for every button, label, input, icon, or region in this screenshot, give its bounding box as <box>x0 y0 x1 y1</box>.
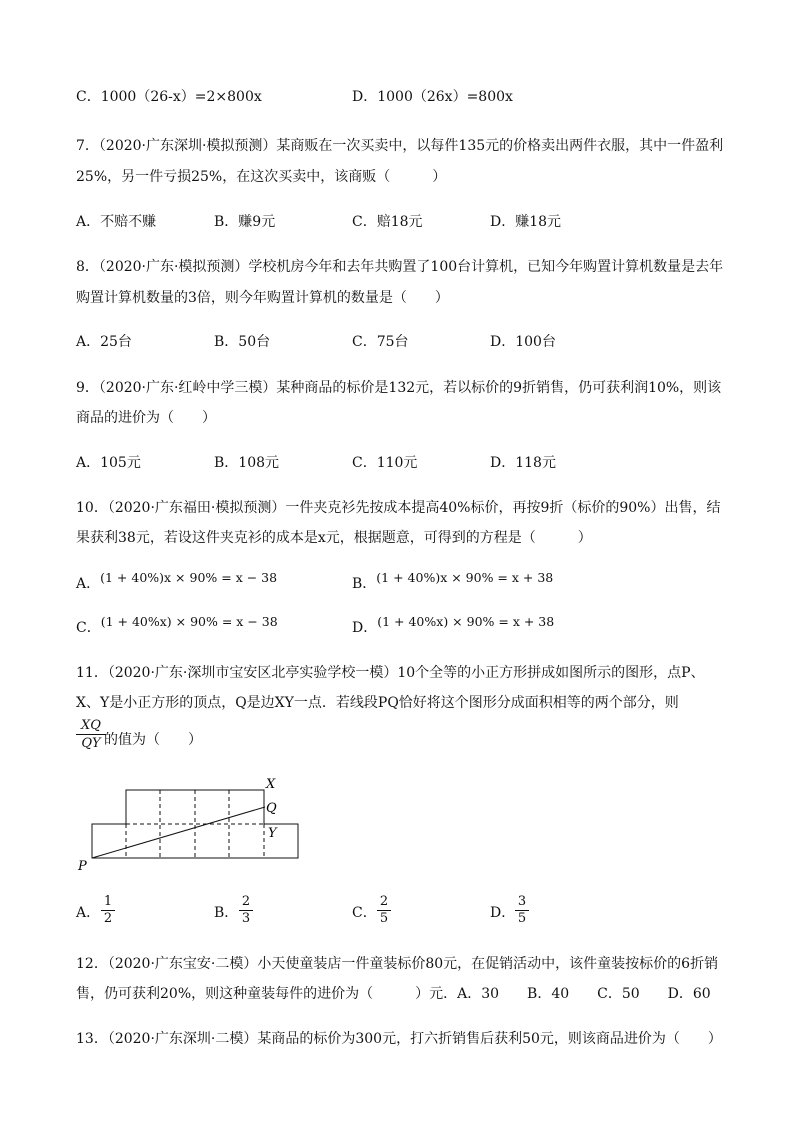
q6-option-c: C．1000（26-x）=2×800x <box>76 89 262 105</box>
fraction-numerator: 3 <box>517 894 527 909</box>
q9-option-b: B．108元 <box>214 455 280 471</box>
q11-ratio-fraction <box>76 718 106 751</box>
q11-option-d-letter: D． <box>490 905 516 921</box>
q11-ratio-numerator: XQ <box>81 718 101 733</box>
q9-option-d: D．118元 <box>490 455 556 471</box>
q7-option-c: C．赔18元 <box>352 214 423 230</box>
fraction-denominator: 3 <box>241 911 251 926</box>
q10-option-d <box>352 614 555 637</box>
q7-stem-line2: 25%，另一件亏损25%，在这次买卖中，该商贩（ ） <box>76 169 447 185</box>
q11-option-c-fraction <box>377 895 391 926</box>
q12-stem-line2: 售，仍可获利20%，则这种童装每件的进价为（ ）元．A．30 B．40 C．50 D．60 <box>76 986 711 1002</box>
q11-option-a-letter: A． <box>76 905 101 921</box>
q11-ratio-denominator: QY <box>81 736 101 751</box>
q9-stem-line1: 9．（2020·广东·红岭中学三模）某种商品的标价是132元，若以标价的9折销售，仍可获利润10%，则该 <box>76 380 722 396</box>
q10-option-a <box>76 570 278 593</box>
point-x-label: X <box>266 777 276 792</box>
q8-option-a: A．25台 <box>76 334 132 350</box>
q10-option-a-equation: (1 + 40%)x × 90% = x − 38 <box>100 570 278 585</box>
q10-stem-line1: 10．（2020·广东福田·模拟预测）一件夹克衫先按成本提高40%标价，再按9折（标价的90%）出售，结 <box>76 500 721 516</box>
q11-option-c-letter: C． <box>352 905 377 921</box>
point-y-label: Y <box>268 826 277 841</box>
fraction-denominator: 2 <box>103 911 113 926</box>
fraction-denominator: 5 <box>517 911 527 926</box>
q10-option-b-equation: (1 + 40%)x × 90% = x + 38 <box>376 570 554 585</box>
q7-option-d: D．赚18元 <box>490 214 562 230</box>
fraction-denominator: 5 <box>379 911 389 926</box>
q8-stem-line1: 8．（2020·广东·模拟预测）学校机房今年和去年共购置了100台计算机，已知今年购置计算机数量是去年 <box>76 259 724 275</box>
q11-stem-line1: 11．（2020·广东·深圳市宝安区北亭实验学校一模）10个全等的小正方形拼成如图所示的图形，点P、 <box>76 665 705 681</box>
point-q-label: Q <box>266 801 277 816</box>
q10-option-c-equation: (1 + 40%x) × 90% = x − 38 <box>100 614 278 629</box>
q10-option-d-letter: D． <box>352 620 378 636</box>
figure-grid <box>126 790 264 858</box>
q11-stem-line2: X、Y是小正方形的顶点，Q是边XY一点．若线段PQ恰好将这个图形分成面积相等的两个部分，则 <box>76 695 679 711</box>
q8-option-c: C．75台 <box>352 334 409 350</box>
fraction-numerator: 2 <box>379 894 389 909</box>
fraction-numerator: 1 <box>103 894 113 909</box>
q7-option-a: A．不赔不赚 <box>76 214 157 230</box>
q6-option-d: D．1000（26x）=800x <box>352 89 513 105</box>
q10-option-d-equation: (1 + 40%x) × 90% = x + 38 <box>377 614 555 629</box>
q9-option-a: A．105元 <box>76 455 141 471</box>
q8-option-d: D．100台 <box>490 334 556 350</box>
q10-option-b-letter: B． <box>352 576 377 592</box>
q10-option-c <box>76 614 278 637</box>
fraction-bar <box>76 734 106 735</box>
q10-option-c-letter: C． <box>76 620 101 636</box>
q7-option-b: B．赚9元 <box>214 214 276 230</box>
q11-figure <box>70 776 320 876</box>
q9-option-c: C．110元 <box>352 455 418 471</box>
q11-option-b-letter: B． <box>214 905 239 921</box>
fraction-numerator: 2 <box>241 894 251 909</box>
q11-option-a-fraction <box>101 895 115 926</box>
q10-option-a-letter: A． <box>76 576 101 592</box>
q13-stem-line1: 13．（2020·广东深圳·二模）某商品的标价为300元，打六折销售后获利50元，则该商品进价为（ ） <box>76 1031 722 1047</box>
q11-option-b-fraction <box>239 895 253 926</box>
q9-stem-line2: 商品的进价为（ ） <box>76 410 216 426</box>
q12-stem-line1: 12．（2020·广东宝安·二模）小天使童装店一件童装标价80元，在促销活动中，该件童装按标价的6折销 <box>76 956 719 972</box>
q11-option-d-fraction <box>515 895 529 926</box>
q7-stem-line1: 7．（2020·广东深圳·模拟预测）某商贩在一次买卖中，以每件135元的价格卖出两件衣服，其中一件盈利 <box>76 138 724 154</box>
q10-stem-line2: 果获利38元，若设这件夹克衫的成本是x元，根据题意，可得到的方程是（ ） <box>76 530 592 546</box>
point-p-label: P <box>78 859 87 874</box>
q10-option-b <box>352 570 554 593</box>
segment-pq <box>92 807 265 858</box>
q8-stem-line2: 购置计算机数量的3倍，则今年购置计算机的数量是（ ） <box>76 290 449 306</box>
q11-stem-line3: 的值为（ ） <box>104 732 202 748</box>
q8-option-b: B．50台 <box>214 334 271 350</box>
